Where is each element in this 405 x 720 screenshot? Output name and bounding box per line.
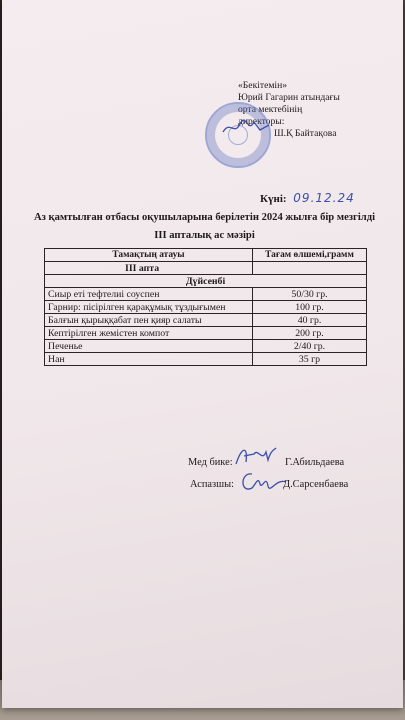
table-row (45, 301, 367, 314)
cook-label: Аспазшы: (190, 479, 235, 490)
nurse-signature (234, 444, 278, 468)
nurse-label: Мед бике: (188, 457, 233, 468)
date-row (260, 191, 355, 205)
dish-cell: Нан (45, 353, 253, 366)
document-subtitle: ІІІ апталық ас мәзірі (154, 230, 255, 241)
date-value: 09.12.24 (293, 191, 355, 205)
approval-director-title: директоры: (238, 116, 285, 127)
header-dish: Тамақтың атауы (45, 249, 253, 262)
date-label: Күні: (260, 193, 287, 205)
day-label: Дүйсенбі (45, 275, 367, 288)
dish-cell: Печенье (45, 340, 253, 353)
weight-cell: 50/30 гр. (253, 288, 367, 301)
day-row (45, 275, 367, 288)
document-title: Аз қамтылған отбасы оқушыларына берілетін 2024 жылға бір мезгілді (33, 212, 376, 223)
approval-school-type: орта мектебінің (238, 104, 303, 115)
weight-cell: 2/40 гр. (253, 340, 367, 353)
nurse-name: Г.Абильдаева (285, 457, 345, 468)
weight-cell: 40 гр. (253, 314, 367, 327)
weight-cell: 200 гр. (253, 327, 367, 340)
dish-cell: Гарнир: пісірілген қарақұмық тұздығымен (45, 301, 253, 314)
weight-cell: 100 гр. (253, 301, 367, 314)
approval-heading: «Бекітемін» (238, 80, 288, 91)
document-page (2, 0, 403, 708)
week-label: ІІІ апта (45, 262, 253, 275)
table-header-row (45, 249, 367, 262)
cook-name: Д.Сарсенбаева (283, 479, 349, 490)
table-row (45, 353, 367, 366)
dish-cell: Сиыр еті тефтелиі соуспен (45, 288, 253, 301)
table-row (45, 327, 367, 340)
week-row (45, 262, 367, 275)
dish-cell: Балғын қырыққабат пен қияр салаты (45, 314, 253, 327)
menu-table (44, 248, 367, 366)
dish-cell: Кептірілген жемістен компот (45, 327, 253, 340)
table-row (45, 340, 367, 353)
director-signature (220, 116, 272, 138)
approval-school-line: Юрий Гагарин атындағы (238, 92, 340, 103)
director-name: Ш.Қ Байтақова (274, 128, 337, 139)
cook-signature (238, 468, 288, 498)
header-weight: Тағам өлшемі,грамм (253, 249, 367, 262)
table-row (45, 288, 367, 301)
table-row (45, 314, 367, 327)
weight-cell: 35 гр (253, 353, 367, 366)
